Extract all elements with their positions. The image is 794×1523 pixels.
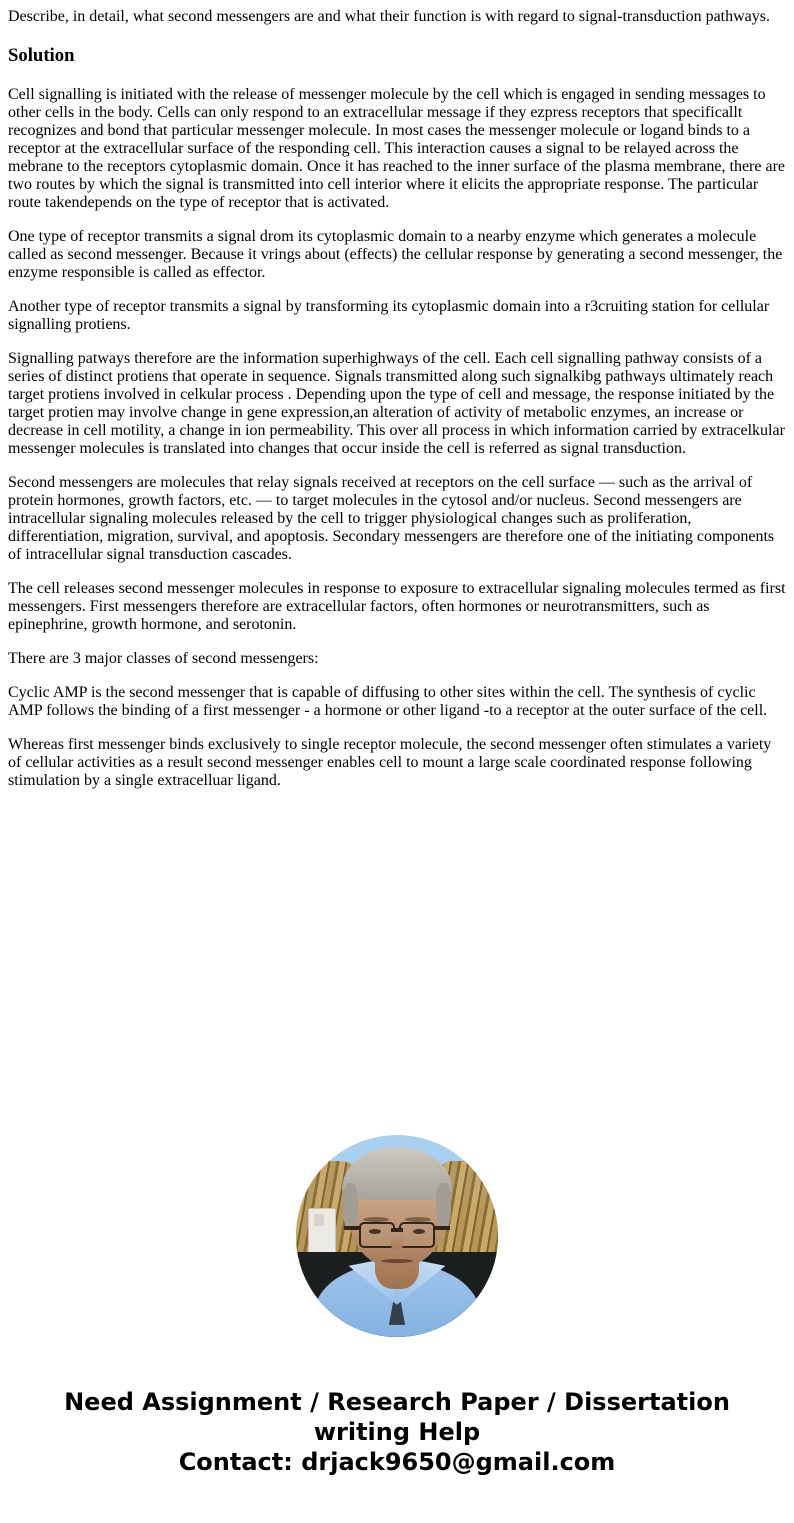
tutor-avatar (296, 1135, 498, 1337)
avatar-hair (342, 1147, 451, 1200)
solution-heading: Solution (8, 45, 75, 66)
avatar-container (8, 1135, 786, 1337)
avatar-hair-right (436, 1183, 450, 1227)
paragraph-three-classes: There are 3 major classes of second messengers: (8, 650, 319, 667)
paragraph-signalling-pathways: Signalling patways therefore are the information superhighways of the cell. Each cell signalling pathway consists of a series of distinct protiens that operate in sequence. Signals transmitted along such signalkibg pathways ultimately reach target protiens involved in celkular process . Depending upon the type of cell and message, the response initiated by the target protien may involve change in gene expression,an alteration of activity of metabolic enzymes, an increase or decrease in cell motility, a change in ion permeability. This over all process in which information carried by extracelkular messenger molecules is translated into changes that occur inside the cell is referred as signal transduction. (8, 350, 785, 457)
paragraph-receptor-type-one: One type of receptor transmits a signal drom its cytoplasmic domain to a nearby enzyme which generates a molecule called as second messenger. Because it vrings about (effects) the cellular response by generating a second messenger, the enzyme responsible is called as effector. (8, 228, 783, 281)
paragraph-whereas-first-messenger: Whereas first messenger binds exclusively to single receptor molecule, the second messenger often stimulates a variety of cellular activities as a result second messenger enables cell to mount a large scale coordinated response following stimulation by a single extracelluar ligand. (8, 736, 772, 789)
paragraph-cell-signalling: Cell signalling is initiated with the release of messenger molecule by the cell which is engaged in sending messages to other cells in the body. Cells can only respond to an extracellular message if they ezpress receptors that specificallt recognizes and bond that particular messenger molecule. In most cases the messenger molecule or logand binds to a receptor at the extracellular surface of the responding cell. This interaction causes a signal to be relayed across the mebrane to the receptors cytoplasmic domain. Once it has reached to the inner surface of the plasma membrane, there are two routes by which the signal is transmitted into cell interior where it elicits the appropriate response. The particular route takendepends on the type of receptor that is activated. (8, 86, 785, 211)
avatar-hair-left (343, 1183, 357, 1227)
question-text: Describe, in detail, what second messengers are and what their function is with regard to signal-transduction pathways. (8, 8, 770, 25)
avatar-glasses-arm-right (433, 1226, 449, 1230)
footer-heading: Need Assignment / Research Paper / Dissertation writing Help (64, 1388, 730, 1446)
paragraph-receptor-type-two: Another type of receptor transmits a signal by transforming its cytoplasmic domain into a r3cruiting station for cellular signalling protiens. (8, 298, 770, 333)
paragraph-first-messengers: The cell releases second messenger molecules in response to exposure to extracellular signaling molecules termed as first messengers. First messengers therefore are extracellular factors, often hormones or neurotransmitters, such as epinephrine, growth hormone, and serotonin. (8, 580, 786, 633)
contact-email: Contact: drjack9650@gmail.com (178, 1448, 616, 1476)
avatar-glasses-arm-left (344, 1226, 360, 1230)
avatar-nose (390, 1232, 404, 1250)
paragraph-second-messengers-definition: Second messengers are molecules that relay signals received at receptors on the cell surface — such as the arrival of protein hormones, growth factors, etc. — to target molecules in the cytosol and/or nucleus. Second messengers are intracellular signaling molecules released by the cell to trigger physiological changes such as proliferation, differentiation, migration, survival, and apoptosis. Secondary messengers are therefore one of the initiating components of intracellular signal transduction cascades. (8, 474, 775, 563)
avatar-background-switch-panel (308, 1208, 336, 1256)
paragraph-cyclic-amp: Cyclic AMP is the second messenger that is capable of diffusing to other sites within the cell. The synthesis of cyclic AMP follows the binding of a first messenger - a hormone or other ligand -to a receptor at the outer surface of the cell. (8, 684, 768, 719)
avatar-eye-left (369, 1229, 381, 1234)
avatar-glasses-lens-right (399, 1222, 435, 1248)
footer (8, 1387, 786, 1477)
